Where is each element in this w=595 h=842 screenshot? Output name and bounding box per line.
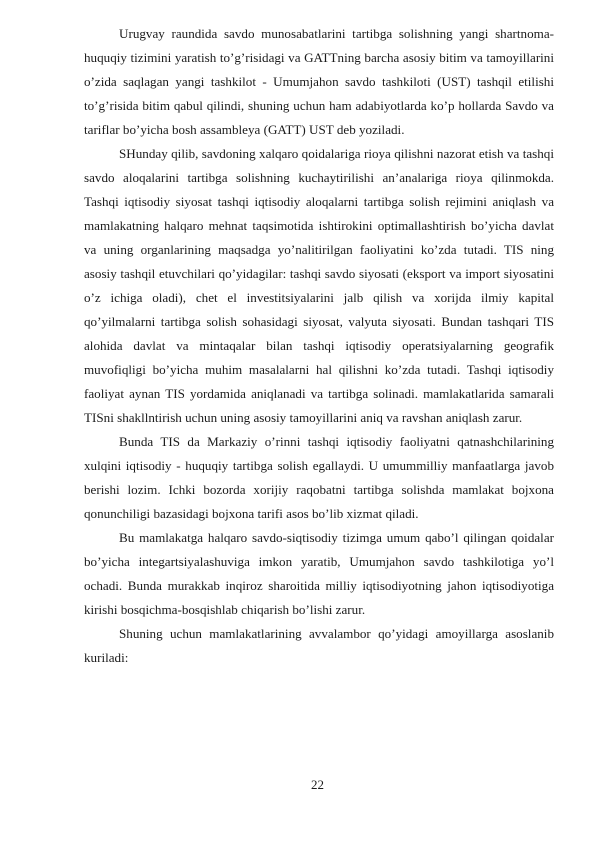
paragraph-1: Urugvay raundida savdo munosabatlarini tartibga solishning yangi shartnoma-huquqiy tizimini yaratish to’g’risidagi va GATTning barcha asosiy bitim va tamoyillarini o’zida saqlagan yangi tashkilot - Umumjahon savdo tashkiloti (UST) tashqil etilishi to’g’risida bitim qabul qilindi, shuning uchun ham adabiyotlarda ko’p hollarda Savdo va tariflar bo’yicha bosh assambleya (GATT) UST deb yoziladi. — [84, 26, 554, 137]
paragraph-2: SHunday qilib, savdoning xalqaro qoidalariga rioya qilishni nazorat etish va tashqi savdo aloqalarini tartibga solishning kuchaytirilishi an’analariga rioya qilinmokda. Tashqi iqtisodiy siyosat tashqi iqtisodiy aloqalarni tartibga solish rejimini aniqlash va mamlakatning halqaro mehnat taqsimotida ishtirokini optimallashtirish bo’yicha davlat va uning organlarining maqsadga yo’nalitirilgan faoliyatini ko’zda tutadi. TIS ning asosiy tashqil etuvchilari qo’yidagilar: tashqi savdo siyosati (eksport va import siyosatini o’z ichiga oladi), chet el investitsiyalarini jalb qilish va xorijda ilmiy kapital qo’yilmalarni tartibga solish sohasidagi siyosat, valyuta siyosati. Bundan tashqari TIS alohida davlat va mintaqalar bilan tashqi iqtisodiy operatsiyalarning geografik muvofiqligi bo’yicha muhim masalalarni hal qilishni ko’zda tutadi. Tashqi iqtisodiy faoliyat aynan TIS yordamida aniqlanadi va tartibga solinadi. mamlakatlarida samarali TISni shakllntirish uchun uning asosiy tamoyillarini aniq va ravshan aniqlash zarur. — [84, 146, 554, 425]
paragraph-5: Shuning uchun mamlakatlarining avvalambor qo’yidagi amoyillarga asoslanib kuriladi: — [84, 626, 554, 665]
page-number: 22 — [311, 777, 324, 792]
paragraph-4: Bu mamlakatga halqaro savdo-siqtisodiy tizimga umum qabo’l qilingan qoidalar bo’yicha integartsiyalashuviga imkon yaratib, Umumjahon savdo tashkilotiga yo’l ochadi. Bunda murakkab inqiroz sharoitida milliy iqtisodiyotning jahon iqtisodiyotiga kirishi bosqichma-bosqishlab chiqarish bo’lishi zarur. — [84, 530, 554, 617]
paragraph-3: Bunda TIS da Markaziy o’rinni tashqi iqtisodiy faoliyatni qatnashchilarining xulqini iqtisodiy - huquqiy tartibga solish egallaydi. U umummilliy manfaatlarga javob berishi lozim. Ichki bozorda xorijiy raqobatni tartibga solishda mamlakat bojxona qonunchiligi bazasidagi bojxona tarifi asos bo’lib xizmat qiladi. — [84, 434, 554, 521]
document-body — [84, 22, 554, 670]
